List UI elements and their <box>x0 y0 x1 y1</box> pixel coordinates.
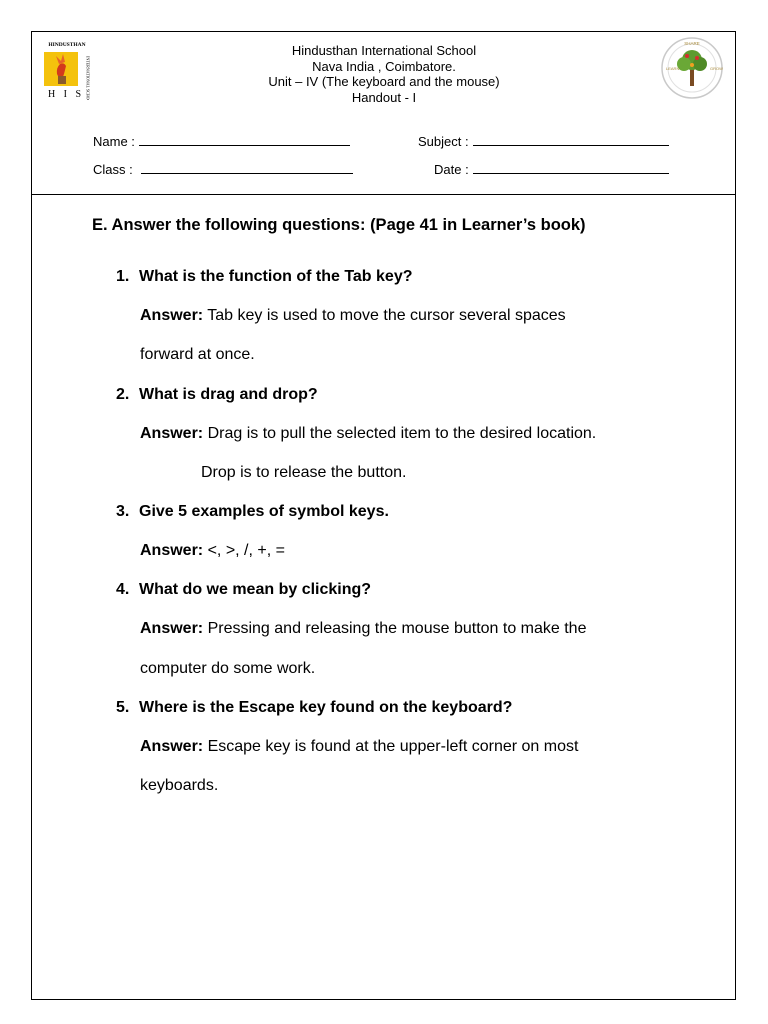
name-label: Name : <box>93 134 135 149</box>
svg-text:GROW: GROW <box>710 66 723 71</box>
class-field <box>93 161 353 177</box>
class-label: Class : <box>93 162 133 177</box>
answer-3: Answer: <, >, /, +, = <box>140 542 285 559</box>
class-blank[interactable] <box>141 161 353 174</box>
school-location: Nava India , Coimbatore. <box>312 58 456 74</box>
svg-text:H I S: H I S <box>47 89 85 100</box>
school-header <box>200 43 568 105</box>
answer-4: Answer: Pressing and releasing the mouse button to make the <box>140 620 587 637</box>
school-logo-right <box>656 36 728 100</box>
unit-title: Unit – IV (The keyboard and the mouse) <box>268 74 500 89</box>
answer-2-cont: Drop is to release the button. <box>201 464 407 481</box>
answer-1: Answer: Tab key is used to move the cursor several spaces <box>140 307 566 324</box>
svg-text:HINDUSTHAN: HINDUSTHAN <box>48 42 86 48</box>
date-field <box>434 161 669 177</box>
handout-title: Handout - I <box>351 89 417 105</box>
school-logo-left <box>42 40 98 100</box>
subject-field <box>418 133 669 149</box>
header-divider <box>31 194 736 195</box>
name-field <box>93 133 350 149</box>
subject-label: Subject : <box>418 134 469 149</box>
date-label: Date : <box>434 162 469 177</box>
school-name: Hindusthan International School <box>291 43 477 58</box>
name-blank[interactable] <box>139 133 350 146</box>
svg-text:LEARN: LEARN <box>666 66 680 71</box>
date-blank[interactable] <box>473 161 669 174</box>
answer-5-cont: keyboards. <box>140 777 219 794</box>
answer-1-cont: forward at once. <box>140 346 255 363</box>
subject-blank[interactable] <box>473 133 669 146</box>
section-heading: E. Answer the following questions: (Page 41 in Learner’s book) <box>92 216 586 234</box>
answer-5: Answer: Escape key is found at the upper-left corner on most <box>140 738 579 755</box>
answer-2: Answer: Drag is to pull the selected item to the desired location. <box>140 425 597 442</box>
svg-text:SHARE: SHARE <box>684 41 700 46</box>
answer-4-cont: computer do some work. <box>140 660 316 677</box>
svg-text:INTERNATIONAL SCHOOL: INTERNATIONAL SCHOOL <box>85 56 91 100</box>
